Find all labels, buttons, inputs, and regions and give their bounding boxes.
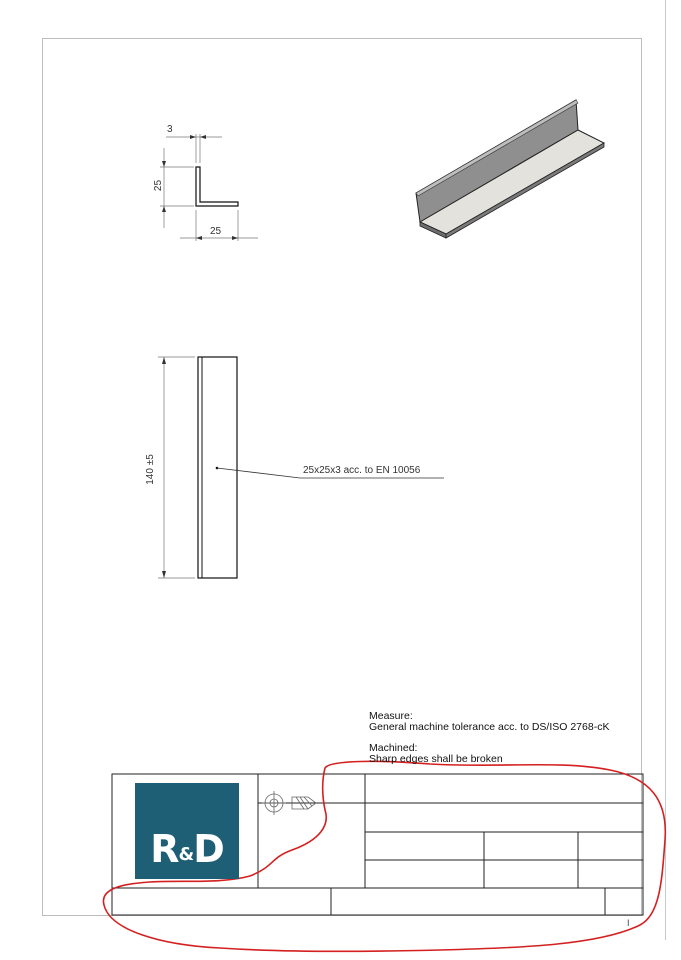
company-logo <box>135 783 239 879</box>
profile-view <box>160 134 258 241</box>
dim-width-label: 25 <box>210 226 222 237</box>
page-mark: I <box>627 918 630 928</box>
logo-ampersand: & <box>178 844 194 865</box>
profile-callout: 25x25x3 acc. to EN 10056 <box>303 465 421 476</box>
dim-thickness-label: 3 <box>167 124 173 135</box>
machined-note-text: Sharp edges shall be broken <box>369 753 503 765</box>
machined-note-heading: Machined: <box>369 742 418 754</box>
dim-length-label: 140 ±5 <box>144 454 156 485</box>
dim-height-label: 25 <box>153 179 165 192</box>
isometric-view <box>416 100 604 238</box>
logo-letter-d: D <box>193 827 224 871</box>
logo-letter-r: R <box>150 827 179 871</box>
angle-profile-outline <box>196 167 238 206</box>
measure-note-heading: Measure: <box>369 710 413 722</box>
measure-note-text: General machine tolerance acc. to DS/ISO 2768-cK <box>369 721 610 733</box>
